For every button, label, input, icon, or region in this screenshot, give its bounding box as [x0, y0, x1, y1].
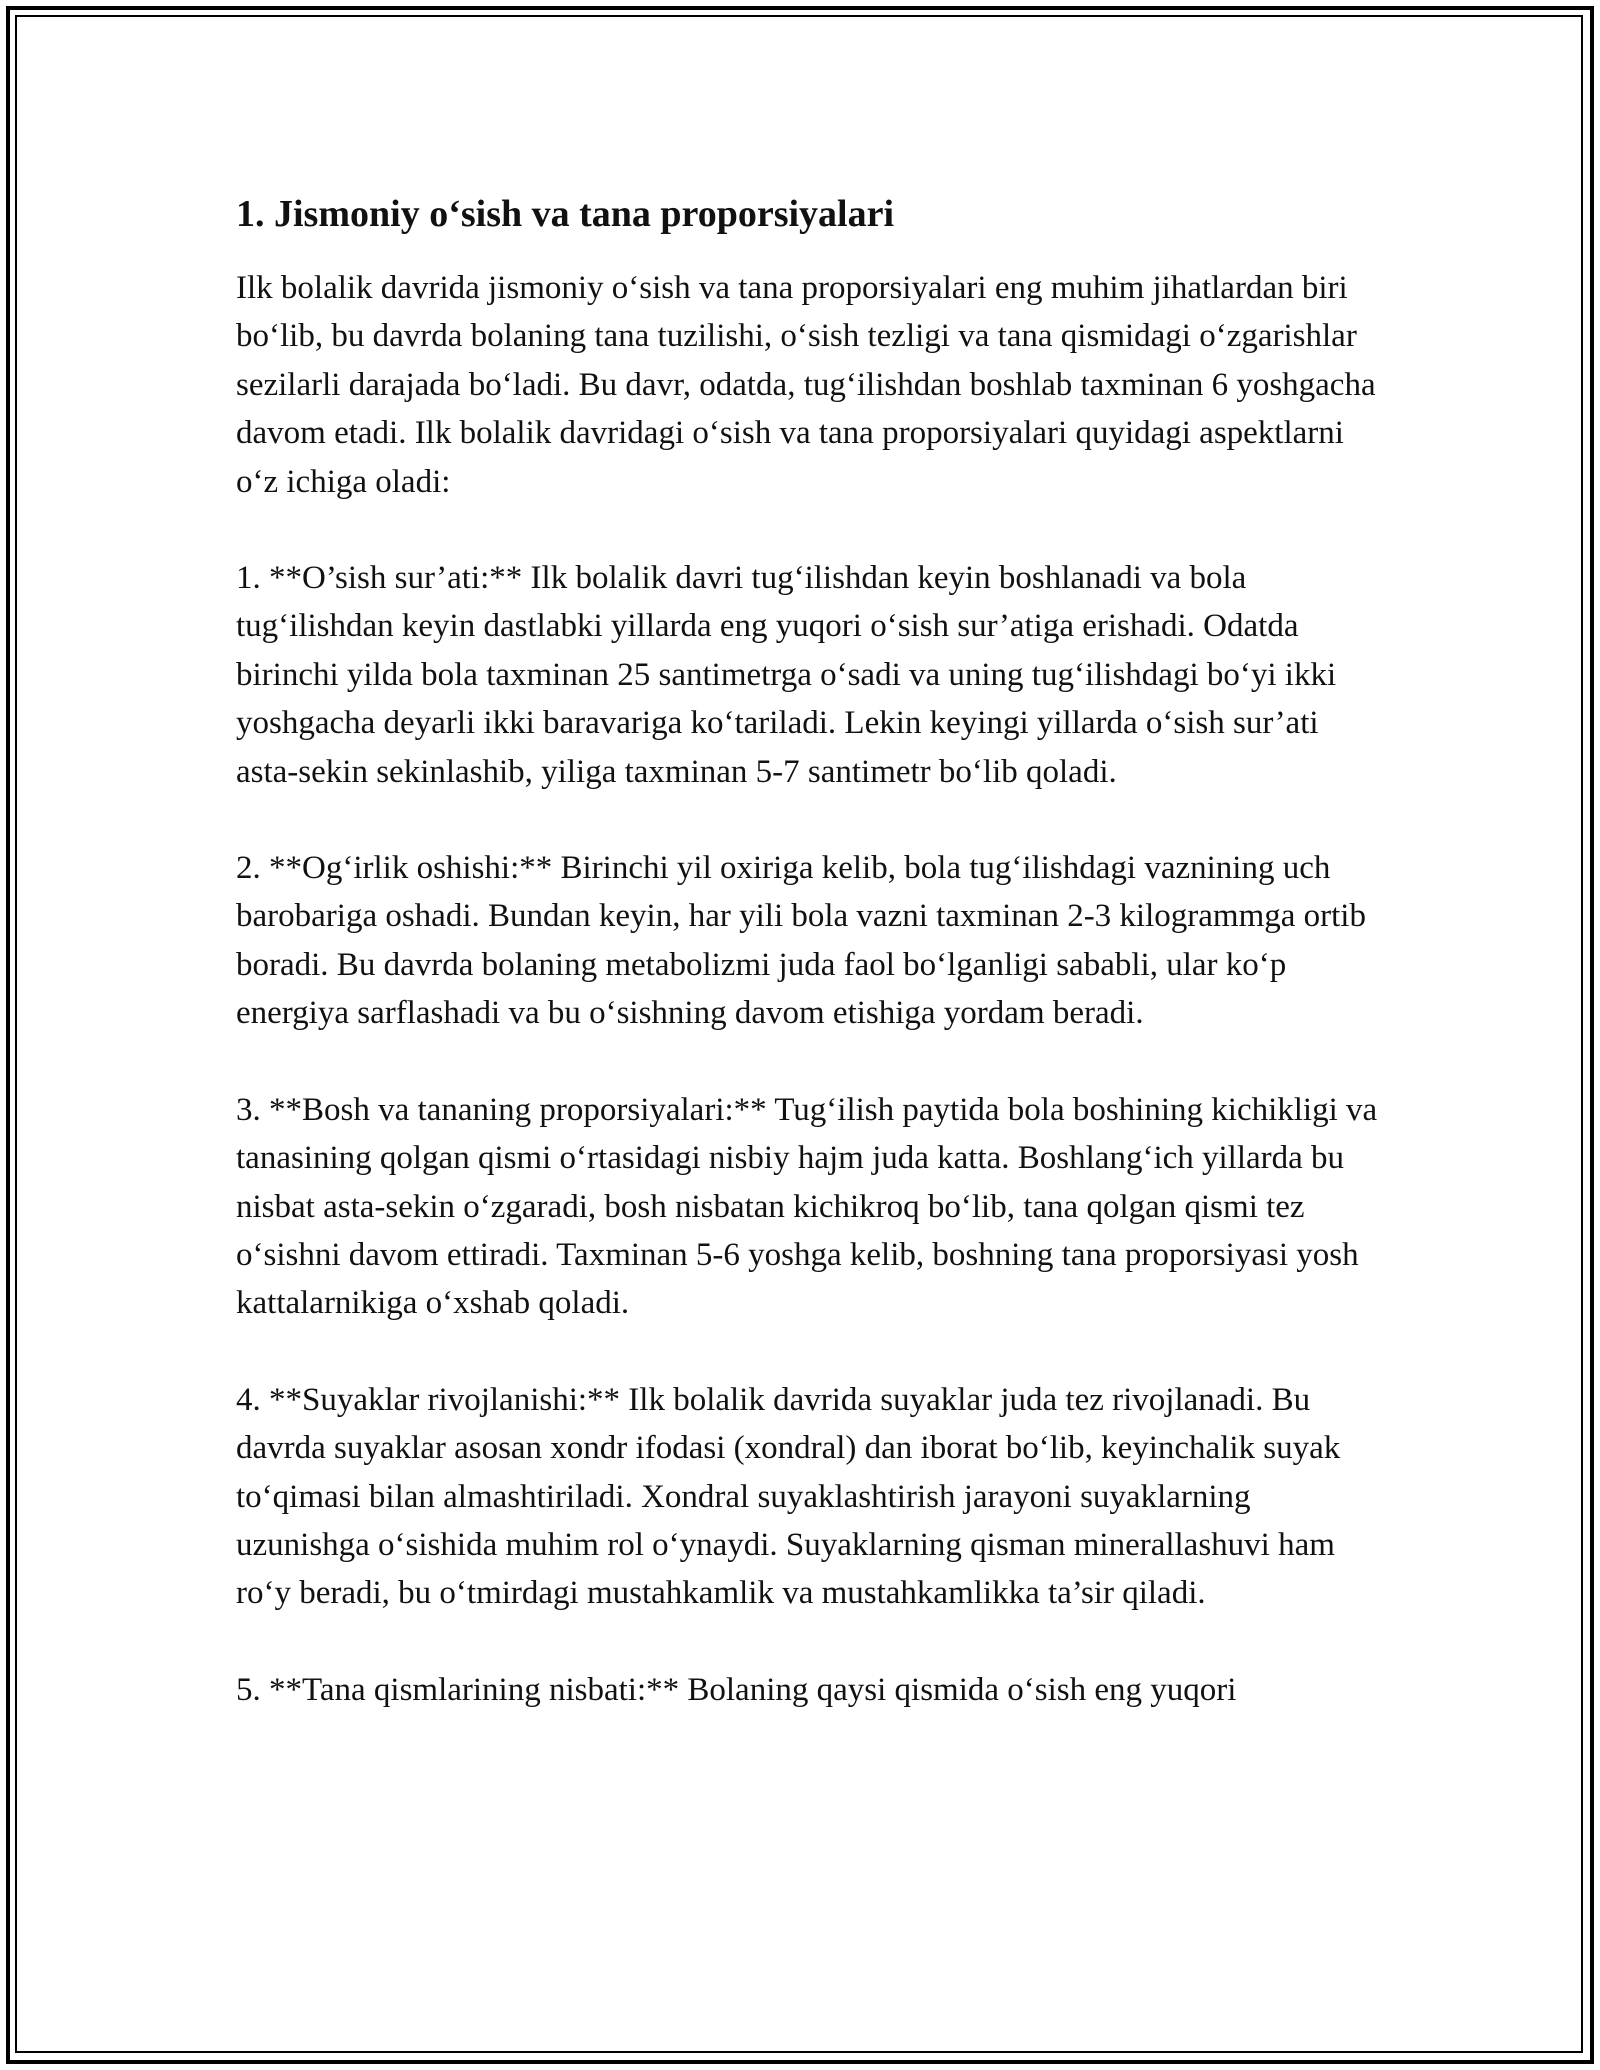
paragraph-growth-rate: 1. **O’sish sur’ati:** Ilk bolalik davri tug‘ilishdan keyin boshlanadi va bola tug‘ilishdan keyin dastlabki yillarda eng yuqori o‘sish sur’atiga erishadi. Odatda birinchi yilda bola taxminan 25 santimetrga o‘sadi va uning tug‘ilishdagi bo‘yi ikki yoshgacha deyarli ikki baravariga ko‘tariladi. Lekin keyingi yillarda o‘sish sur’ati asta-sekin sekinlashib, yiliga taxminan 5-7 santimetr bo‘lib qoladi. [236, 560, 1337, 790]
paragraph-body-part-ratio: 5. **Tana qismlarining nisbati:** Bolaning qaysi qismida o‘sish eng yuqori [236, 1671, 1237, 1708]
paragraph-bone-development: 4. **Suyaklar rivojlanishi:** Ilk bolalik davrida suyaklar juda tez rivojlanadi. Bu davrda suyaklar asosan xondr ifodasi (xondral) dan iborat bo‘lib, keyinchalik suyak to‘qimasi bilan almashtiriladi. Xondral suyaklashtirish jarayoni suyaklarning uzunishga o‘sishida muhim rol o‘ynaydi. Suyaklarning qisman minerallashuvi ham ro‘y beradi, bu o‘tmirdagi mustahkamlik va mustahkamlikka ta’sir qiladi. [236, 1381, 1341, 1612]
intro-paragraph: Ilk bolalik davrida jismoniy o‘sish va tana proporsiyalari eng muhim jihatlardan biri bo‘lib, bu davrda bolaning tana tuzilishi, o‘sish tezligi va tana qismidagi o‘zgarishlar sezilarli darajada bo‘ladi. Bu davr, odatda, tug‘ilishdan boshlab taxminan 6 yoshgacha davom etadi. Ilk bolalik davridagi o‘sish va tana proporsiyalari quyidagi aspektlarni o‘z ichiga oladi: [236, 270, 1376, 500]
document-page [236, 186, 1386, 1714]
section-heading: 1. Jismoniy o‘sish va tana proporsiyalari [236, 193, 895, 235]
paragraph-weight-gain: 2. **Og‘irlik oshishi:** Birinchi yil oxiriga kelib, bola tug‘ilishdagi vaznining uch barobariga oshadi. Bundan keyin, har yili bola vazni taxminan 2-3 kilogrammga ortib boradi. Bu davrda bolaning metabolizmi juda faol bo‘lganligi sababli, ular ko‘p energiya sarflashadi va bu o‘sishning davom etishiga yordam beradi. [236, 850, 1366, 1032]
paragraph-head-body-proportions: 3. **Bosh va tananing proporsiyalari:** Tug‘ilish paytida bola boshining kichikligi va tanasining qolgan qismi o‘rtasidagi nisbiy hajm juda katta. Boshlang‘ich yillarda bu nisbat asta-sekin o‘zgaradi, bosh nisbatan kichikroq bo‘lib, tana qolgan qismi tez o‘sishni davom ettiradi. Taxminan 5-6 yoshga kelib, boshning tana proporsiyasi yosh kattalarnikiga o‘xshab qoladi. [236, 1091, 1378, 1322]
